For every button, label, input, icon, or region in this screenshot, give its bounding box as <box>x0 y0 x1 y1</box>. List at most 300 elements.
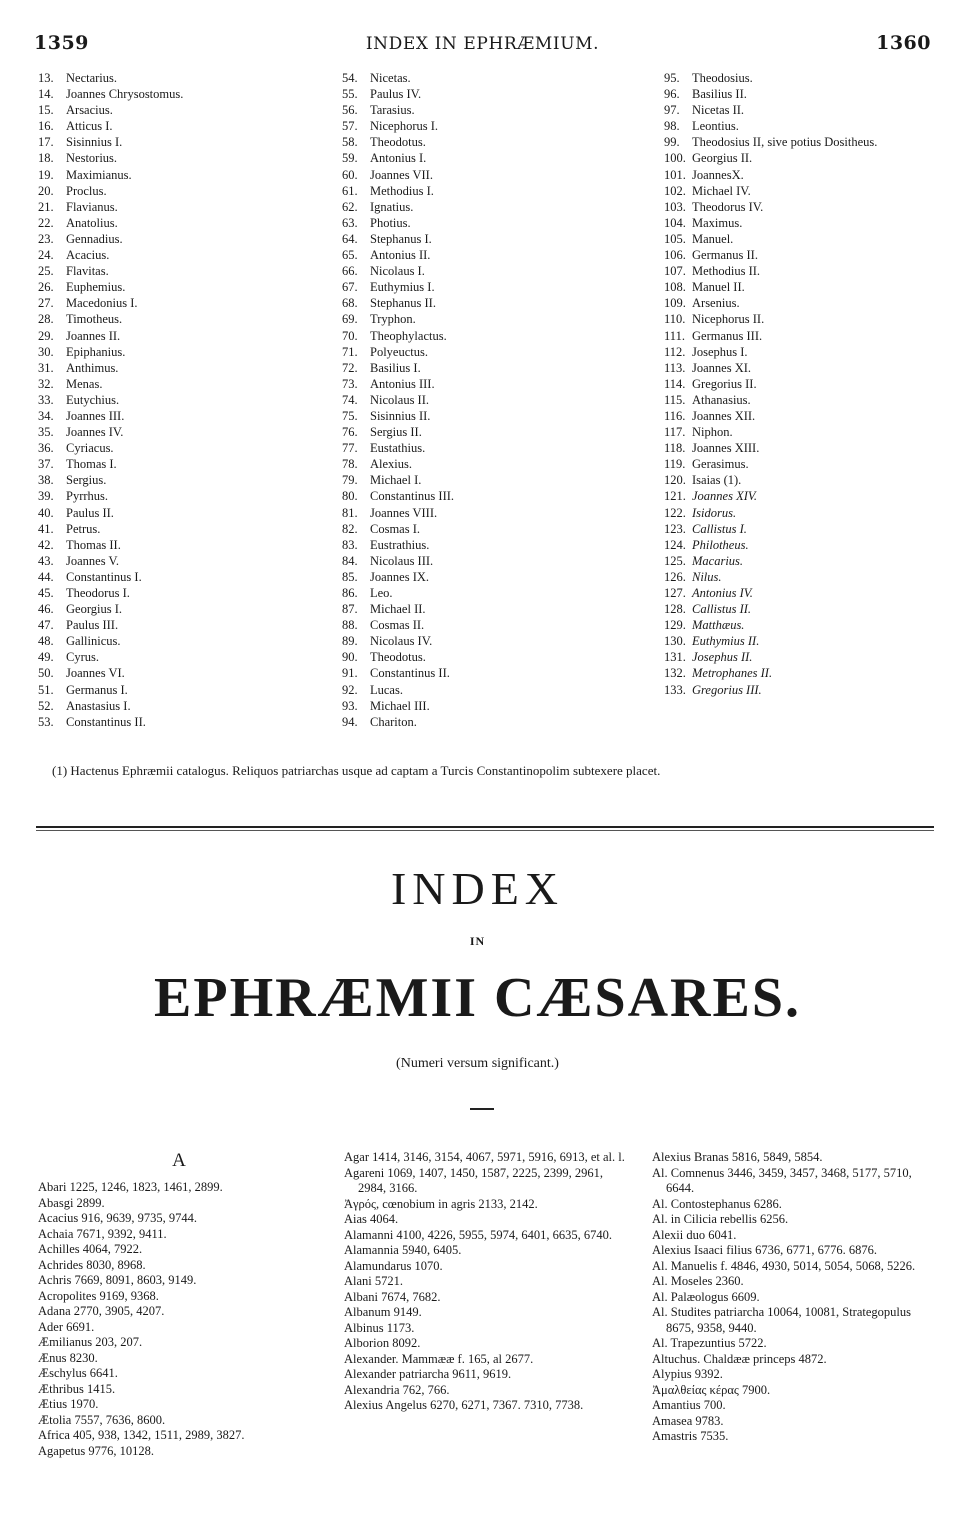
index-entry: Amantius 700. <box>652 1398 726 1412</box>
list-item <box>342 537 632 553</box>
list-item <box>342 150 632 166</box>
item-number: 44. <box>38 569 54 584</box>
item-number: 129. <box>664 618 686 633</box>
item-number: 89. <box>342 634 358 649</box>
list-item <box>664 601 954 617</box>
item-name: Constantinus III. <box>370 489 455 504</box>
index-entry: Achris 7669, 8091, 8603, 9149. <box>38 1273 197 1287</box>
list-item <box>664 585 954 601</box>
list-item <box>342 183 632 199</box>
list-item <box>342 408 632 424</box>
index-entry: Albani 7674, 7682. <box>344 1289 441 1304</box>
list-item <box>38 488 328 504</box>
section-title-in: IN <box>469 934 486 948</box>
item-number: 47. <box>38 618 54 633</box>
index-entry: Achrides 8030, 8968. <box>38 1257 146 1272</box>
item-name: Theodorus IV. <box>692 199 764 214</box>
item-number: 19. <box>38 167 54 182</box>
item-name: Constantinus II. <box>66 714 146 729</box>
index-entry: Agapetus 9776, 10128. <box>38 1443 154 1458</box>
item-name: Nicetas II. <box>692 103 745 118</box>
item-name: Anatolius. <box>66 215 118 230</box>
item-name: Nicolaus III. <box>370 553 434 568</box>
item-name: Paulus II. <box>66 505 114 520</box>
item-name: Menas. <box>66 376 103 391</box>
list-item <box>38 585 328 601</box>
item-name: Joannes II. <box>66 328 121 343</box>
index-entry: Acacius 916, 9639, 9735, 9744. <box>38 1211 198 1225</box>
list-item <box>342 682 632 698</box>
catalog-column-1 <box>38 70 328 730</box>
list-item <box>342 86 632 102</box>
item-number: 68. <box>342 296 358 311</box>
item-name: Isidorus. <box>692 505 737 520</box>
item-number: 21. <box>38 199 54 214</box>
list-item <box>664 392 954 408</box>
list-item <box>38 118 328 134</box>
item-number: 60. <box>342 167 358 182</box>
item-number: 123. <box>664 521 686 536</box>
item-number: 128. <box>664 602 686 617</box>
item-number: 43. <box>38 553 54 568</box>
index-entry: Agar 1414, 3146, 3154, 4067, 5971, 5916, 6913, et al. l. <box>344 1150 625 1164</box>
item-name: Acacius. <box>66 248 110 263</box>
item-name: Theodosius II, sive potius Dositheus. <box>692 135 878 150</box>
list-item <box>342 344 632 360</box>
list-item <box>38 424 328 440</box>
list-item <box>664 150 954 166</box>
item-name: Euphemius. <box>66 280 126 295</box>
item-name: Basilius I. <box>370 360 421 375</box>
index-column-2 <box>344 1150 632 1414</box>
item-name: Proclus. <box>66 183 107 198</box>
index-entry: Æthribus 1415. <box>38 1381 116 1396</box>
list-item <box>664 167 954 183</box>
item-name: Gerasimus. <box>692 457 749 472</box>
item-name: Georgius II. <box>692 151 753 166</box>
section-divider <box>36 826 934 828</box>
item-number: 69. <box>342 312 358 327</box>
index-entry: Al. in Cilicia rebellis 6256. <box>652 1212 789 1226</box>
item-name: Joannes VIII. <box>370 505 438 520</box>
item-name: Theophylactus. <box>370 328 447 343</box>
list-item <box>38 263 328 279</box>
item-number: 56. <box>342 103 358 118</box>
item-name: Nicolaus IV. <box>370 634 433 649</box>
item-number: 41. <box>38 521 54 536</box>
item-name: Michael IV. <box>692 183 751 198</box>
item-name: Methodius I. <box>370 183 434 198</box>
item-number: 46. <box>38 602 54 617</box>
item-name: Germanus I. <box>66 682 128 697</box>
list-item <box>664 633 954 649</box>
list-item <box>38 344 328 360</box>
list-item <box>664 376 954 392</box>
list-item <box>664 134 954 150</box>
list-item <box>664 408 954 424</box>
item-name: Eustrathius. <box>370 537 430 552</box>
item-number: 36. <box>38 441 54 456</box>
list-item <box>38 569 328 585</box>
item-name: Polyeuctus. <box>370 344 428 359</box>
item-name: Sergius II. <box>370 425 422 440</box>
index-entry: Amastris 7535. <box>652 1429 729 1443</box>
item-name: Joannes III. <box>66 408 125 423</box>
item-name: JoannesX. <box>692 167 744 182</box>
index-entry: Alborion 8092. <box>344 1336 421 1350</box>
item-number: 124. <box>664 537 686 552</box>
item-number: 34. <box>38 408 54 423</box>
list-item <box>38 311 328 327</box>
running-title: INDEX IN EPHRÆMIUM. <box>365 34 600 54</box>
list-item <box>664 199 954 215</box>
item-number: 113. <box>664 360 686 375</box>
item-name: Nicolaus II. <box>370 392 430 407</box>
footnote: (1) Hactenus Ephræmii catalogus. Reliquos patriarchas usque ad captam a Turcis Constantinopolim subtexere placet. <box>52 763 661 778</box>
item-number: 15. <box>38 103 54 118</box>
list-item <box>342 633 632 649</box>
list-item <box>38 537 328 553</box>
item-number: 117. <box>664 425 686 440</box>
item-number: 16. <box>38 119 54 134</box>
index-entry: Ænus 8230. <box>38 1350 98 1365</box>
item-name: Nicetas. <box>370 71 411 85</box>
item-number: 84. <box>342 553 358 568</box>
item-name: Nicolaus I. <box>370 264 425 279</box>
item-name: Theodorus I. <box>66 586 130 600</box>
item-number: 77. <box>342 441 358 456</box>
item-number: 102. <box>664 183 686 198</box>
list-item <box>342 295 632 311</box>
item-number: 37. <box>38 457 54 472</box>
list-item <box>342 167 632 183</box>
list-item <box>342 617 632 633</box>
index-entry: Altuchus. Chaldææ princeps 4872. <box>652 1351 827 1366</box>
item-number: 75. <box>342 408 358 423</box>
item-name: Nilus. <box>692 569 722 584</box>
item-name: Joannes IV. <box>66 425 124 440</box>
page-number-right: 1360 <box>876 32 931 54</box>
item-number: 42. <box>38 537 54 552</box>
list-item <box>342 714 632 730</box>
item-name: Maximus. <box>692 215 743 230</box>
item-number: 31. <box>38 360 54 375</box>
title-dash <box>470 1108 494 1110</box>
item-name: Sergius. <box>66 473 107 488</box>
item-name: Timotheus. <box>66 312 123 327</box>
item-number: 105. <box>664 231 686 246</box>
index-entry: Al. Manuelis f. 4846, 4930, 5014, 5054, 5068, 5226. <box>652 1258 916 1273</box>
item-name: Flavitas. <box>66 264 109 279</box>
item-number: 109. <box>664 296 686 311</box>
item-name: Basilius II. <box>692 87 747 102</box>
item-number: 99. <box>664 135 680 150</box>
index-entry: Alypius 9392. <box>652 1367 723 1381</box>
item-number: 86. <box>342 586 358 600</box>
list-item <box>664 569 954 585</box>
item-name: Cosmas II. <box>370 618 425 633</box>
list-item <box>38 617 328 633</box>
item-name: Anthimus. <box>66 360 119 375</box>
item-number: 40. <box>38 505 54 520</box>
item-name: Gregorius II. <box>692 376 757 391</box>
index-entry: Achilles 4064, 7922. <box>38 1242 143 1256</box>
item-name: Petrus. <box>66 521 101 536</box>
item-number: 126. <box>664 569 686 584</box>
item-name: Matthæus. <box>692 618 745 633</box>
item-name: Germanus III. <box>692 328 763 343</box>
item-number: 98. <box>664 119 680 134</box>
item-name: Arsenius. <box>692 296 740 311</box>
item-number: 97. <box>664 103 680 118</box>
item-number: 88. <box>342 618 358 633</box>
page-number-left: 1359 <box>34 32 89 54</box>
item-name: Manuel. <box>692 231 734 246</box>
item-name: Nestorius. <box>66 151 118 166</box>
item-number: 49. <box>38 650 54 665</box>
list-item <box>664 360 954 376</box>
item-number: 93. <box>342 698 358 713</box>
list-item <box>38 247 328 263</box>
list-item <box>664 86 954 102</box>
item-name: Metrophanes II. <box>692 666 773 681</box>
item-number: 80. <box>342 489 358 504</box>
item-name: Thomas II. <box>66 537 121 552</box>
catalog-column-3 <box>664 70 954 698</box>
item-name: Callistus I. <box>692 521 747 536</box>
item-name: Constantinus II. <box>370 666 450 681</box>
item-number: 125. <box>664 553 686 568</box>
item-name: Joannes V. <box>66 553 120 568</box>
item-name: Manuel II. <box>692 280 745 295</box>
index-entry: Abasgi 2899. <box>38 1195 105 1210</box>
item-number: 30. <box>38 344 54 359</box>
item-name: Callistus II. <box>692 602 752 617</box>
item-number: 91. <box>342 666 358 681</box>
index-entry: Ἀμαλθείας κέρας 7900. <box>652 1382 771 1397</box>
item-name: Pyrrhus. <box>66 489 109 504</box>
index-entry: Al. Trapezuntius 5722. <box>652 1336 767 1350</box>
item-name: Euthymius I. <box>370 280 435 295</box>
item-name: Josephus II. <box>692 650 753 665</box>
item-name: Josephus I. <box>692 344 748 359</box>
index-entry: Alamannia 5940, 6405. <box>344 1243 462 1257</box>
item-name: Sisinnius I. <box>66 135 123 150</box>
list-item <box>664 328 954 344</box>
item-number: 62. <box>342 199 358 214</box>
item-number: 104. <box>664 215 686 230</box>
item-name: Atticus I. <box>66 119 113 134</box>
list-item <box>664 263 954 279</box>
index-entry: Africa 405, 938, 1342, 1511, 2989, 3827. <box>38 1428 245 1442</box>
item-name: Joannes IX. <box>370 569 430 584</box>
list-item <box>664 456 954 472</box>
list-item <box>38 150 328 166</box>
item-name: Theodotus. <box>370 135 426 150</box>
list-item <box>38 199 328 215</box>
list-item <box>38 633 328 649</box>
list-item <box>38 408 328 424</box>
patriarch-catalog <box>38 70 938 750</box>
list-item <box>342 134 632 150</box>
list-item <box>664 440 954 456</box>
list-item <box>342 247 632 263</box>
list-item <box>38 392 328 408</box>
item-number: 14. <box>38 87 54 102</box>
index-entry: Ætolia 7557, 7636, 8600. <box>38 1412 166 1427</box>
index-entry: Alani 5721. <box>344 1274 404 1288</box>
list-item <box>664 183 954 199</box>
list-item <box>38 553 328 569</box>
index-entry: Alexius Isaaci filius 6736, 6771, 6776. 6876. <box>652 1243 877 1257</box>
item-number: 73. <box>342 376 358 391</box>
item-number: 28. <box>38 312 54 327</box>
item-name: Antonius IV. <box>692 586 753 600</box>
item-number: 24. <box>38 248 54 263</box>
item-name: Joannes XI. <box>692 360 752 375</box>
index-entry: Albinus 1173. <box>344 1320 415 1335</box>
item-name: Eustathius. <box>370 441 426 456</box>
item-number: 106. <box>664 248 686 263</box>
item-number: 76. <box>342 425 358 440</box>
item-name: Michael II. <box>370 602 426 617</box>
item-name: Gennadius. <box>66 231 123 246</box>
item-number: 127. <box>664 586 686 600</box>
page-header <box>34 32 931 58</box>
item-number: 100. <box>664 151 686 166</box>
item-number: 52. <box>38 698 54 713</box>
item-number: 81. <box>342 505 358 520</box>
item-name: Stephanus I. <box>370 231 432 246</box>
item-name: Michael I. <box>370 473 422 488</box>
item-number: 17. <box>38 135 54 150</box>
list-item <box>38 70 328 86</box>
item-name: Photius. <box>370 215 411 230</box>
item-name: Theodotus. <box>370 650 426 665</box>
item-name: Georgius I. <box>66 602 123 617</box>
list-item <box>342 102 632 118</box>
item-number: 27. <box>38 296 54 311</box>
list-item <box>38 279 328 295</box>
index-entry: Agareni 1069, 1407, 1450, 1587, 2225, 2399, 2961, 2984, 3166. <box>344 1165 604 1195</box>
index-entry: Al. Studites patriarcha 10064, 10081, Strategopulus 8675, 9358, 9440. <box>652 1305 911 1335</box>
list-item <box>38 682 328 698</box>
item-name: Macarius. <box>692 553 744 568</box>
list-item <box>342 215 632 231</box>
list-item <box>664 424 954 440</box>
index-entry: Alexander patriarcha 9611, 9619. <box>344 1367 512 1381</box>
item-number: 118. <box>664 441 686 456</box>
item-number: 54. <box>342 71 358 85</box>
item-name: Michael III. <box>370 698 430 713</box>
list-item <box>38 714 328 730</box>
list-item <box>38 328 328 344</box>
list-item <box>664 279 954 295</box>
item-number: 101. <box>664 167 686 182</box>
list-item <box>38 698 328 714</box>
list-item <box>38 456 328 472</box>
list-item <box>342 585 632 601</box>
list-item <box>342 424 632 440</box>
index-entry: Acropolites 9169, 9368. <box>38 1288 159 1303</box>
list-item <box>342 279 632 295</box>
item-number: 116. <box>664 408 686 423</box>
item-name: Leo. <box>370 586 393 600</box>
list-item <box>664 553 954 569</box>
list-item <box>38 649 328 665</box>
item-name: Leontius. <box>692 119 739 134</box>
list-item <box>664 488 954 504</box>
index-entry: Amasea 9783. <box>652 1413 724 1428</box>
item-number: 94. <box>342 714 358 729</box>
index-column-1 <box>38 1150 320 1459</box>
item-number: 67. <box>342 280 358 295</box>
list-item <box>342 456 632 472</box>
list-item <box>38 215 328 231</box>
item-name: Anastasius I. <box>66 698 131 713</box>
item-number: 121. <box>664 489 686 504</box>
list-item <box>38 601 328 617</box>
item-number: 61. <box>342 183 358 198</box>
item-name: Joannes Chrysostomus. <box>66 87 184 102</box>
item-name: Joannes XII. <box>692 408 756 423</box>
item-name: Gallinicus. <box>66 634 121 649</box>
item-number: 25. <box>38 264 54 279</box>
item-number: 71. <box>342 344 358 359</box>
section-title-index: INDEX <box>390 863 565 914</box>
item-number: 74. <box>342 392 358 407</box>
item-number: 111. <box>664 328 685 343</box>
item-number: 51. <box>38 682 54 697</box>
list-item <box>38 167 328 183</box>
list-item <box>664 247 954 263</box>
item-number: 64. <box>342 231 358 246</box>
index-entry: Achaia 7671, 9392, 9411. <box>38 1226 167 1241</box>
item-number: 83. <box>342 537 358 552</box>
list-item <box>664 70 954 86</box>
list-item <box>342 488 632 504</box>
list-item <box>342 70 632 86</box>
list-item <box>38 231 328 247</box>
list-item <box>342 505 632 521</box>
list-item <box>664 231 954 247</box>
item-name: Cyriacus. <box>66 441 114 456</box>
item-name: Sisinnius II. <box>370 408 431 423</box>
item-name: Chariton. <box>370 714 417 729</box>
item-name: Antonius I. <box>370 151 427 166</box>
item-name: Stephanus II. <box>370 296 436 311</box>
item-name: Joannes XIV. <box>692 489 758 504</box>
item-name: Philotheus. <box>692 537 749 552</box>
item-number: 32. <box>38 376 54 391</box>
list-item <box>664 472 954 488</box>
item-number: 26. <box>38 280 54 295</box>
item-number: 45. <box>38 586 54 600</box>
item-number: 133. <box>664 682 686 697</box>
list-item <box>38 102 328 118</box>
list-item <box>664 665 954 681</box>
index-entry: Al. Moseles 2360. <box>652 1274 744 1288</box>
item-number: 132. <box>664 666 686 681</box>
item-name: Arsacius. <box>66 103 113 118</box>
index-entry: Alamundarus 1070. <box>344 1258 443 1273</box>
list-item <box>38 295 328 311</box>
item-number: 48. <box>38 634 54 649</box>
catalog-column-2 <box>342 70 632 730</box>
item-number: 122. <box>664 505 686 520</box>
item-number: 115. <box>664 392 686 407</box>
list-item <box>38 134 328 150</box>
